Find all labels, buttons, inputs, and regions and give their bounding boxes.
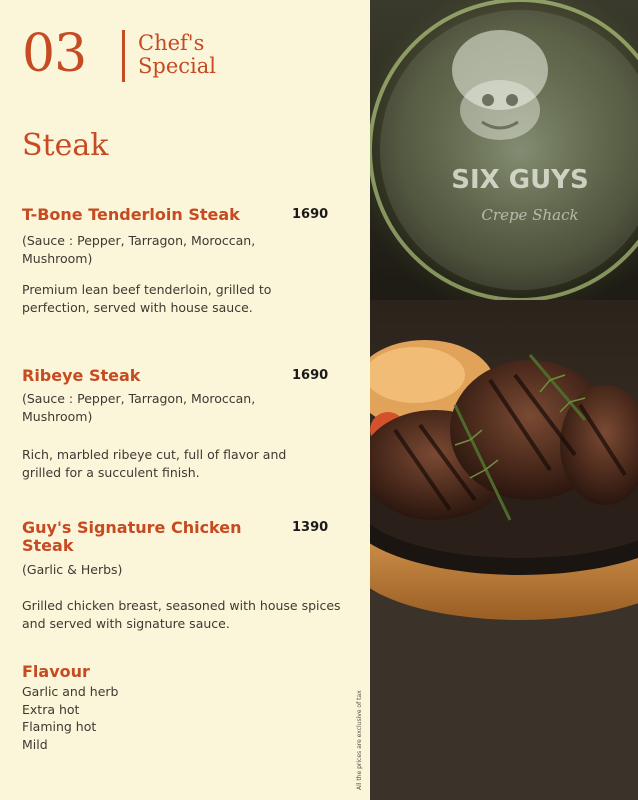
- section-number: 03: [22, 24, 87, 84]
- item-name: Ribeye Steak: [22, 366, 141, 385]
- flavour-option: Flaming hot: [22, 719, 97, 734]
- logo-subtext: Crepe Shack: [481, 206, 579, 224]
- item-price: 1390: [292, 520, 329, 535]
- item-description: Rich, marbled ribeye cut, full of flavor and grilled for a succulent finish.: [22, 447, 287, 480]
- item-description: Premium lean beef tenderloin, grilled to perfection, served with house sauce.: [22, 282, 272, 315]
- flavour-option: Extra hot: [22, 701, 80, 717]
- item-name: T-Bone Tenderloin Steak: [22, 205, 240, 224]
- item-sauce: (Garlic & Herbs): [22, 562, 123, 577]
- steak-photo: [370, 0, 638, 800]
- steak-photo-illustration: [370, 0, 638, 800]
- header-divider: [122, 30, 125, 82]
- flavour-option: Mild: [22, 736, 48, 752]
- item-sauce: (Sauce : Pepper, Tarragon, Moroccan, Mushroom): [22, 233, 256, 266]
- category-title: Steak: [22, 128, 109, 163]
- section-title: Chef's Special: [138, 31, 216, 78]
- item-price: 1690: [292, 207, 329, 222]
- flavour-list: [22, 683, 118, 753]
- flavour-option: Garlic and herb: [22, 684, 119, 699]
- tax-note: All the prices are exclusive of tax: [356, 690, 363, 790]
- flavour-title: Flavour: [22, 662, 90, 681]
- item-description: Grilled chicken breast, seasoned with house spices and served with signature sauce.: [22, 598, 341, 631]
- item-price: 1690: [292, 368, 329, 383]
- item-sauce: (Sauce : Pepper, Tarragon, Moroccan, Mushroom): [22, 391, 256, 424]
- logo-text: SIX GUYS: [451, 165, 589, 195]
- item-name: Guy's Signature Chicken Steak: [22, 518, 242, 555]
